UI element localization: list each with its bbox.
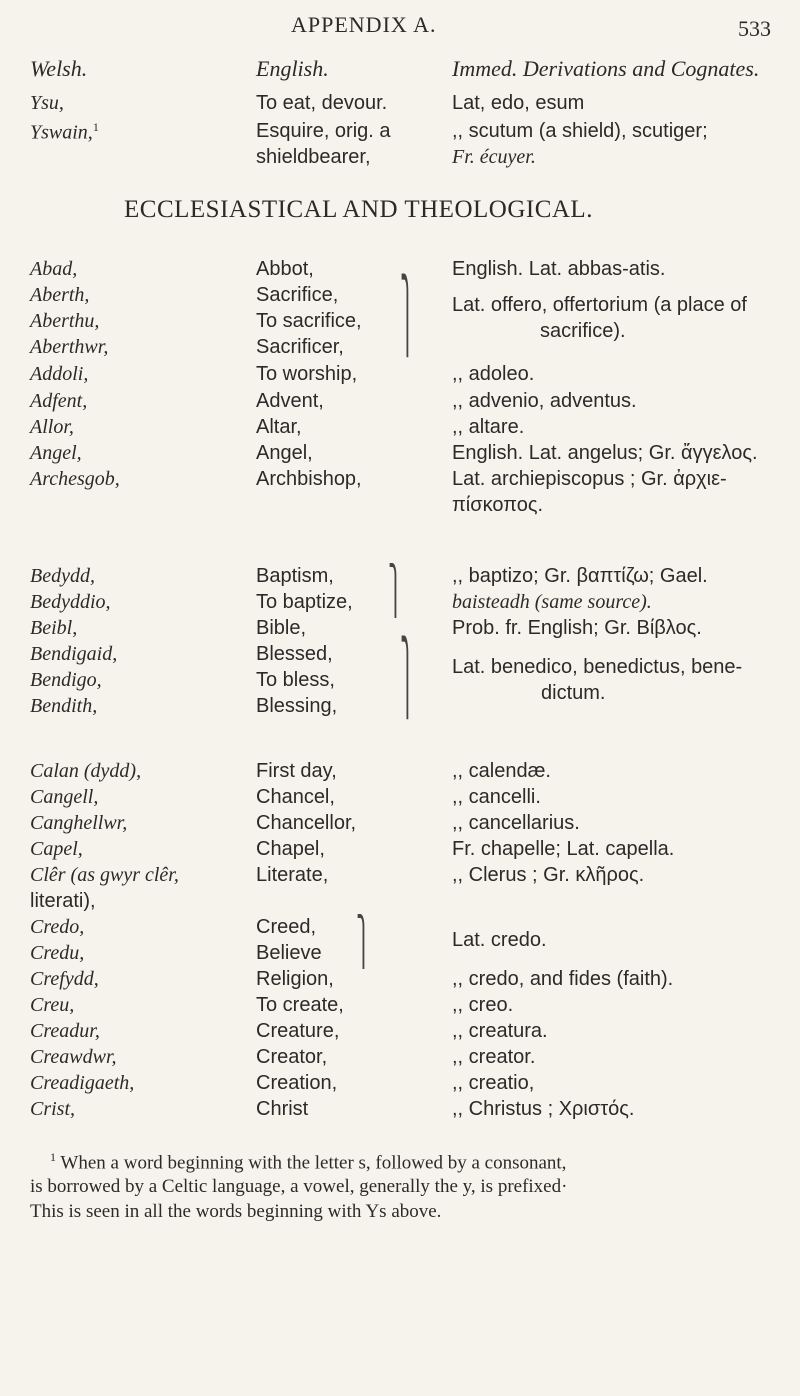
footnote-line <box>50 1150 566 1174</box>
derivation: English. Lat. angelus; Gr. ἄγγελος. <box>452 442 758 464</box>
english-word: Baptism, <box>256 565 334 587</box>
english-word: Archbishop, <box>256 468 362 490</box>
derivation: ,, adoleo. <box>452 363 535 385</box>
welsh-word: Abad, <box>30 258 78 280</box>
derivation-continued: dictum. <box>541 682 606 704</box>
english-word: Religion, <box>256 968 334 990</box>
welsh-word: Ysu, <box>30 92 64 114</box>
english-word: Christ <box>256 1098 309 1120</box>
derivation: Lat. benedico, benedictus, bene- <box>452 656 743 678</box>
english-word: Creator, <box>256 1046 328 1068</box>
welsh-word: Bendith, <box>30 695 98 717</box>
welsh-word: Aberthwr, <box>30 336 109 358</box>
derivation: ,, Clerus ; Gr. κλῆρος. <box>452 864 645 886</box>
derivation: ,, scutum (a shield), scutiger; <box>452 120 708 142</box>
english-word: Abbot, <box>256 258 314 280</box>
derivation: ,, credo, and fides (faith). <box>452 968 674 990</box>
brace: ⎫ <box>400 278 415 358</box>
english-word: To baptize, <box>256 591 353 613</box>
welsh-word: Crefydd, <box>30 968 99 990</box>
derivation-continued: baisteadh (same source). <box>452 591 652 613</box>
welsh-word: Yswain,$^1$ <box>30 120 99 144</box>
welsh-word: Bendigaid, <box>30 643 118 665</box>
welsh-word: Bendigo, <box>30 669 102 691</box>
english-word: Literate, <box>256 864 329 886</box>
derivation: ,, creatio, <box>452 1072 535 1094</box>
welsh-word: Creadur, <box>30 1020 100 1042</box>
english-word: Advent, <box>256 390 324 412</box>
derivation: ,, Christus ; Χριστός. <box>452 1098 635 1120</box>
footnote-reference: 1 <box>92 120 99 134</box>
column-heading-welsh: Welsh. <box>30 56 88 81</box>
welsh-word: Angel, <box>30 442 82 464</box>
welsh-word: Bedydd, <box>30 565 95 587</box>
footnote-mark: 1 <box>50 1150 56 1164</box>
welsh-word: Calan (dydd), <box>30 760 142 782</box>
welsh-word: Creu, <box>30 994 75 1016</box>
english-word: Blessing, <box>256 695 338 717</box>
welsh-word: Clêr (as gwyr clêr, <box>30 864 179 886</box>
english-word: Chancellor, <box>256 812 357 834</box>
welsh-word: Canghellwr, <box>30 812 128 834</box>
derivation: ,, creator. <box>452 1046 536 1068</box>
footnote-line: This is seen in all the words beginning with Ys above. <box>30 1201 442 1222</box>
english-word: Sacrificer, <box>256 336 344 358</box>
derivation-continued: πίσκοπος. <box>452 494 544 516</box>
english-word: Creature, <box>256 1020 340 1042</box>
derivation: Lat. credo. <box>452 929 547 951</box>
welsh-word: Beibl, <box>30 617 78 639</box>
english-word: Chapel, <box>256 838 325 860</box>
derivation: Lat. archiepiscopus ; Gr. ἀρχιε- <box>452 468 727 490</box>
derivation: ,, creatura. <box>452 1020 548 1042</box>
footnote-text: When a word beginning with the letter s, followed by a consonant, <box>60 1152 567 1174</box>
welsh-word: Allor, <box>30 416 74 438</box>
derivation: ,, cancelli. <box>452 786 541 808</box>
english-word: To worship, <box>256 363 358 385</box>
derivation-continued: sacrifice). <box>540 320 626 342</box>
english-word-continued: shieldbearer, <box>256 146 371 168</box>
welsh-word: Addoli, <box>30 363 89 385</box>
brace: ⎫ <box>388 566 403 619</box>
english-word: Sacrifice, <box>256 284 339 306</box>
welsh-word: Adfent, <box>30 390 88 412</box>
english-word: To bless, <box>256 669 335 691</box>
english-word: Creed, <box>256 916 317 938</box>
derivation: ,, creo. <box>452 994 514 1016</box>
welsh-word-continued: literati), <box>30 890 96 912</box>
welsh-word: Aberthu, <box>30 310 100 332</box>
derivation: ,, advenio, adventus. <box>452 390 637 412</box>
english-word: Chancel, <box>256 786 335 808</box>
derivation: Prob. fr. English; Gr. Βίβλος. <box>452 617 702 639</box>
english-word: Believe <box>256 942 322 964</box>
column-heading-derivations: Immed. Derivations and Cognates. <box>452 56 760 81</box>
welsh-word: Bedyddio, <box>30 591 111 613</box>
welsh-word: Cangell, <box>30 786 99 808</box>
welsh-word: Capel, <box>30 838 83 860</box>
brace: ⎫ <box>400 640 415 720</box>
english-word: First day, <box>256 760 337 782</box>
running-header: APPENDIX A. <box>291 12 437 37</box>
derivation: ,, baptizo; Gr. βαπτίζω; Gael. <box>452 565 708 587</box>
english-word: Esquire, orig. a <box>256 120 391 142</box>
footnote-line: is borrowed by a Celtic language, a vowel, generally the y, is prefixed· <box>30 1176 568 1197</box>
english-word: Angel, <box>256 442 313 464</box>
english-word: To create, <box>256 994 344 1016</box>
welsh-word: Archesgob, <box>30 468 120 490</box>
welsh-word: Credu, <box>30 942 85 964</box>
welsh-word: Credo, <box>30 916 85 938</box>
english-word: Creation, <box>256 1072 338 1094</box>
section-title: ECCLESIASTICAL AND THEOLOGICAL. <box>124 196 593 223</box>
welsh-word: Aberth, <box>30 284 90 306</box>
derivation: Lat. offero, offertorium (a place of <box>452 294 747 316</box>
english-word: To sacrifice, <box>256 310 362 332</box>
derivation: Fr. chapelle; Lat. capella. <box>452 838 675 860</box>
welsh-word: Creawdwr, <box>30 1046 117 1068</box>
column-heading-english: English. <box>256 56 329 81</box>
welsh-word: Creadigaeth, <box>30 1072 135 1094</box>
derivation: Lat, edo, esum <box>452 92 585 114</box>
brace: ⎫ <box>356 917 371 970</box>
derivation: English. Lat. abbas-atis. <box>452 258 666 280</box>
english-word: To eat, devour. <box>256 92 388 114</box>
english-word: Altar, <box>256 416 302 438</box>
welsh-word: Crist, <box>30 1098 76 1120</box>
english-word: Blessed, <box>256 643 333 665</box>
derivation: ,, calendæ. <box>452 760 551 782</box>
derivation: ,, cancellarius. <box>452 812 580 834</box>
english-word: Bible, <box>256 617 307 639</box>
derivation: ,, altare. <box>452 416 525 438</box>
derivation-continued: Fr. écuyer. <box>452 146 536 168</box>
page-number: 533 <box>738 16 771 41</box>
